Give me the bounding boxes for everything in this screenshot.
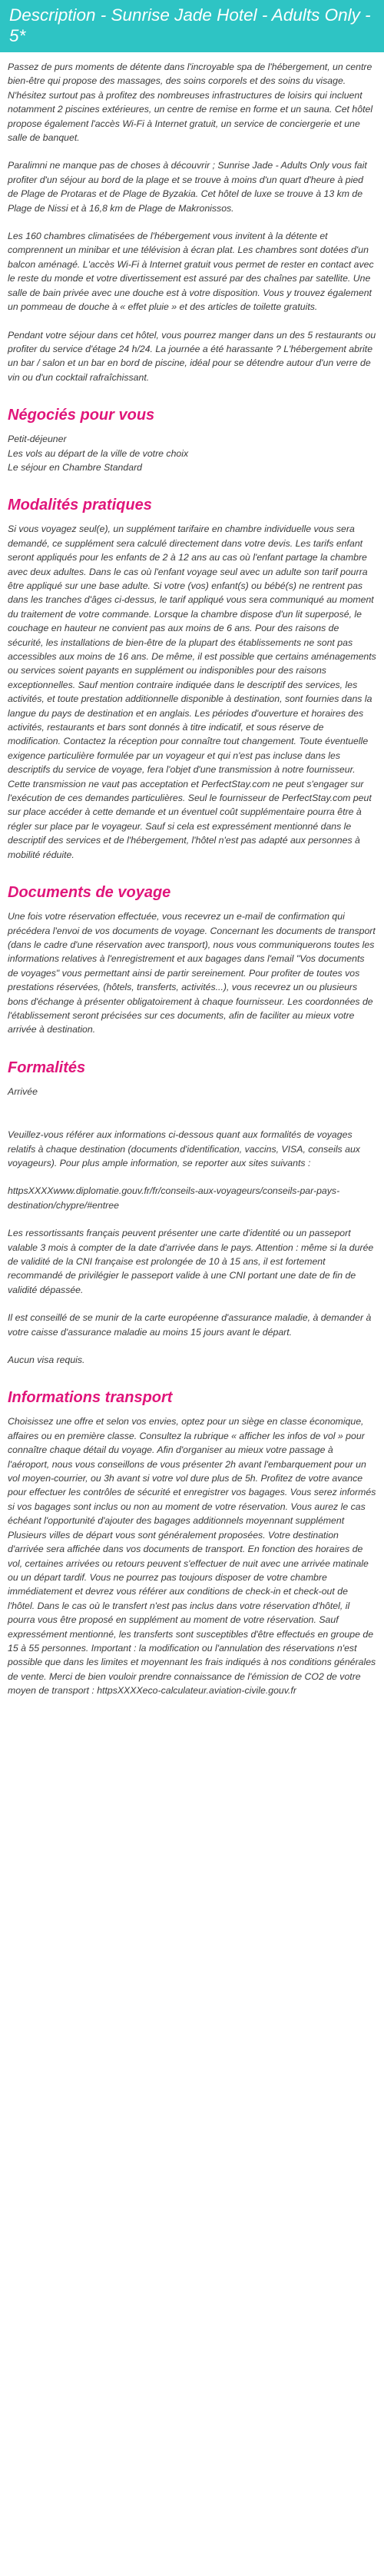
formalites-insurance-text: Il est conseillé de se munir de la carte européenne d'assurance maladie, à demander à votre caisse d'assurance maladie au moins 15 jours avant le départ. bbox=[8, 1312, 372, 1338]
description-paragraph-1: Passez de purs moments de détente dans l'incroyable spa de l'hébergement, un centre bien-être qui propose des massages, des soins corporels et des soins du visage. N'hésitez surtout pas à profitez des nombreuses infrastructures de loisirs qui incluent notamment 2 piscines extérieures, un centre de remise en forme et un sauna. Cet hôtel propose également l'accès Wi-Fi à Internet gratuit, un service de conciergerie et une salle de banquet. bbox=[8, 61, 373, 144]
formalites-section bbox=[8, 1059, 376, 1368]
formalites-url: httpsXXXXwww.diplomatie.gouv.fr/fr/conseils-aux-voyageurs/conseils-par-pays-destination/chypre/#entree bbox=[8, 1185, 340, 1211]
documents-section bbox=[8, 883, 376, 1037]
modalites-section bbox=[8, 496, 376, 862]
negocies-item: Les vols au départ de la ville de votre choix bbox=[8, 447, 189, 459]
negocies-title: Négociés pour vous bbox=[8, 407, 155, 424]
transport-text: Choisissez une offre et selon vos envies, optez pour un siège en classe économique, affaires ou en première classe. Consultez la rubrique « afficher les infos de vol » pour connaître chaque détail du voyage. Afin d'organiser au mieux votre passage à l'aéroport, nous vous conseillons de vous présenter 2h avant l'embarquement pour un vol moyen-courrier, ou 3h avant si votre vol dure plus de 5h. Profitez de votre avance pour effectuer les contrôles de sécurité et enregistrer vos bagages. Vous serez informés si vos bagages sont inclus ou non au moment de votre réservation. Vous aurez le cas échéant l'opportunité d'ajouter des bagages additionnels moyennant supplément Plusieurs villes de départ vous sont généralement proposées. Votre destination d'arrivée sera affichée dans vos documents de transport. En fonction des horaires de vol, certaines arrivées ou retours peuvent s'effectuer de nuit avec une arrivée matinale ou un départ tardif. Vous ne pourrez pas toujours disposer de votre chambre immédiatement et devrez vous référer aux conditions de check-in et check-out de l'hôtel. Dans le cas où le transfert n'est pas inclus dans votre réservation d'hôtel, il pourra vous être proposé en supplément au moment de votre réservation. Sauf expressément mentionné, les transferts sont susceptibles d'être effectués en groupe de 15 à 55 personnes. Important : la modification ou l'annulation des réservations n'est possible que dans les limites et moyennant les frais indiqués à nos conditions générales de vente. Merci de bien vouloir prendre connaissance de l'émission de CO2 de votre moyen de transport : httpsXXXXeco-calculateur.aviation-civile.gouv.fr bbox=[8, 1416, 376, 1697]
formalites-title: Formalités bbox=[8, 1059, 86, 1076]
transport-section bbox=[8, 1388, 376, 1697]
formalites-passport-text: Les ressortissants français peuvent présenter une carte d'identité ou un passeport valable 3 mois à compter de la date d'arrivée dans le pays. Attention : même si la durée de validité de la CNI française est prolongée de 10 à 15 ans, il est fortement recommandé de privilégier le passeport valide à une CNI portant une date de fin de validité dépassée. bbox=[8, 1228, 374, 1295]
negocies-section bbox=[8, 406, 376, 474]
content bbox=[0, 60, 384, 1698]
negocies-item: Le séjour en Chambre Standard bbox=[8, 461, 142, 473]
formalites-arrivee: Arrivée bbox=[8, 1085, 38, 1097]
description-section bbox=[8, 60, 376, 384]
modalites-title: Modalités pratiques bbox=[8, 497, 152, 514]
formalites-reference-text: Veuillez-vous référer aux informations ci-dessous quant aux formalités de voyages relatifs à chaque destination (documents d'identification, vaccins, VISA, conseils aux voyageurs). Pour plus ample information, se reporter aux sites suivants : bbox=[8, 1129, 360, 1168]
page-title-banner bbox=[0, 0, 384, 52]
description-paragraph-2: Paralimni ne manque pas de choses à découvrir ; Sunrise Jade - Adults Only vous fait profiter d'un séjour au bord de la plage et se trouve à moins d'un quart d'heure à pied de Plage de Protaras et de Plage de Byzakia. Cet hôtel de luxe se trouve à 13 km de Plage de Nissi et à 16,8 km de Plage de Makronissos. bbox=[8, 160, 367, 214]
description-paragraph-3: Les 160 chambres climatisées de l'hébergement vous invitent à la détente et comprennent un minibar et une télévision à écran plat. Les chambres sont dotées d'un balcon aménagé. L'accès Wi-Fi à Internet gratuit vous permet de rester en contact avec le reste du monde et votre divertissement est assuré par des chaînes par satellite. Une salle de bain privée avec une douche est à votre disposition. Vous y trouvez également un pommeau de douche à « effet pluie » et des articles de toilette gratuits. bbox=[8, 231, 374, 313]
negocies-item: Petit-déjeuner bbox=[8, 434, 67, 445]
documents-text: Une fois votre réservation effectuée, vous recevrez un e-mail de confirmation qui précédera l'envoi de vos documents de voyage. Concernant les documents de transport (dans le cadre d'une réservation avec transport), nous vous communiquerons toutes les informations relatives à l'enregistrement et aux bagages dans l'email "Vos documents de voyages" vous permettant ainsi de partir sereinement. Pour profiter de toutes vos prestations réservées, (hôtels, transferts, activités...), vous recevrez un ou plusieurs bons d'échange à présenter obligatoirement à chaque fournisseur. Les coordonnées de l'établissement seront précisées sur ces documents, afin de faciliter au mieux votre arrivée à destination. bbox=[8, 911, 376, 1035]
description-paragraph-4: Pendant votre séjour dans cet hôtel, vous pourrez manger dans un des 5 restaurants ou profiter du service d'étage 24 h/24. La journée a été harassante ? L'hébergement abrite un bar / salon et un bar en bord de piscine, idéal pour se détendre autour d'un verre de vin ou d'un cocktail rafraîchissant. bbox=[8, 329, 376, 383]
page-title: Description - Sunrise Jade Hotel - Adults Only - 5* bbox=[9, 5, 371, 45]
modalites-text: Si vous voyagez seul(e), un supplément tarifaire en chambre individuelle vous sera demandé, ce supplément sera calculé directement dans votre devis. Les tarifs enfant seront appliqués pour les enfants de 2 à 12 ans au cas où l'enfant partage la chambre avec deux adultes. Dans le cas où l'enfant voyage seul avec un adulte son tarif pourra être appliqué sur une base adulte. Si votre (vos) enfant(s) ou bébé(s) ne rentrent pas dans les tranches d'âges ci-dessus, le tarif appliqué vous sera communiqué au moment du traitement de votre commande. Lorsque la chambre dispose d'un lit superposé, le couchage en hauteur ne convient pas aux moins de 6 ans. Pour des raisons de sécurité, les installations de bien-être de la plupart des établissements ne sont pas accessibles aux moins de 16 ans. De même, il est possible que certains aménagements ou services soient payants en supplément ou indisponibles pour des raisons exceptionnelles. Sauf mention contraire indiquée dans le descriptif des services, les activités, et toute prestation additionnelle disponible à destination, sont fournies dans la langue du pays de destination et en anglais. Les périodes d'ouverture et horaires des activités, restaurants et bars sont donnés à titre indicatif, et sous réserve de modification. Contactez la réception pour connaître tout changement. Toute éventuelle exigence particulière formulée par un voyageur et qui n'est pas incluse dans les descriptifs du service de voyage, fera l'objet d'une transmission à notre fournisseur. Cette transmission ne vaut pas acceptation et PerfectStay.com ne peut s'engager sur l'exécution de ces demandes particulières. Seul le fournisseur de PerfectStay.com peut sur place accéder à cette demande et un éventuel coût supplémentaire pourra être à régler sur place par le voyageur. Sauf si cela est expressément mentionné dans le descriptif des services et de l'hébergement, l'hôtel n'est pas adapté aux personnes à mobilité réduite. bbox=[8, 524, 376, 860]
documents-title: Documents de voyage bbox=[8, 884, 171, 902]
formalites-visa-text: Aucun visa requis. bbox=[8, 1354, 85, 1366]
transport-title: Informations transport bbox=[8, 1389, 173, 1407]
